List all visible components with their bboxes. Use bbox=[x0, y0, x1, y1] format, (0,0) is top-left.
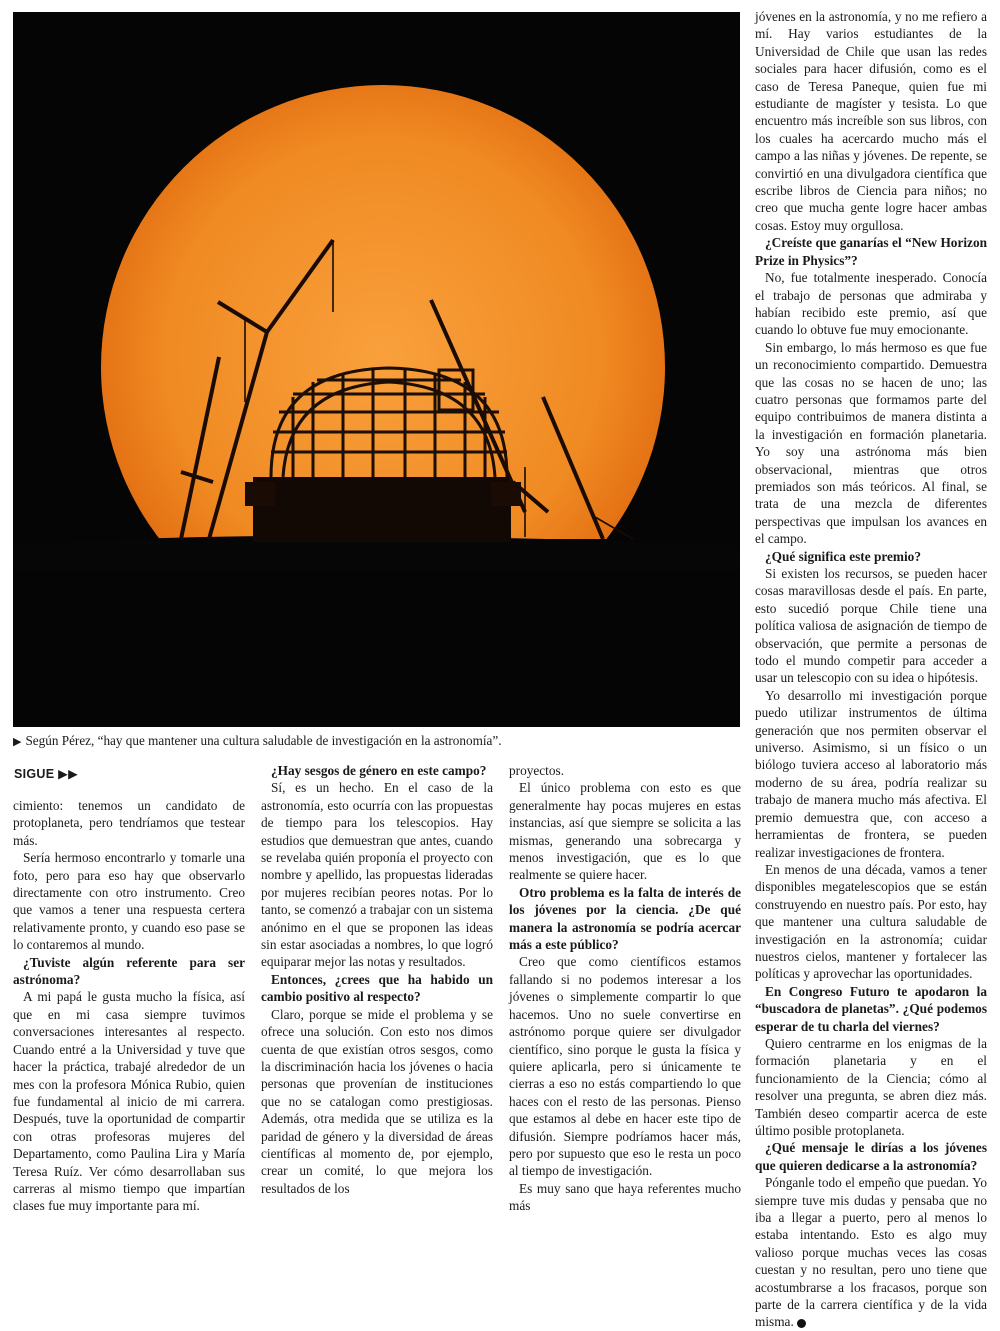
article-paragraph bbox=[755, 8, 987, 234]
paragraph-text: cimiento: tenemos un candidato de protoplaneta, pero tendríamos que testear más. bbox=[13, 798, 245, 848]
end-of-article-icon bbox=[797, 1319, 806, 1328]
question-text: ¿Qué significa este premio? bbox=[765, 548, 921, 564]
caption-marker-icon: ▶ bbox=[13, 736, 22, 748]
paragraph-text: Quiero centrarme en los enigmas de la formación planetaria y en el funcionamiento de la Ciencia; cómo al resolver una pregunta, se abren diez más. También deseo compartir acerca de este último posible protoplaneta. bbox=[755, 1035, 987, 1138]
interview-question bbox=[509, 884, 741, 954]
paragraph-text: El único problema con esto es que generalmente hay pocas mujeres en estas instancias, así que siempre se solicita a las mismas, generando una sobrecarga y menos investigación, que es lo que realmente se quiere hacer. bbox=[509, 780, 741, 883]
article-paragraph bbox=[755, 269, 987, 339]
paragraph-text: Yo desarrollo mi investigación porque puedo utilizar instrumentos de última generación que nos permiten observar el universo. Asimismo, si un físico o un biólogo tuviera acceso al laboratorio más moderno de su área, podría realizar su trabajo de manera mucho más afectiva. El premio demuestra que, con acceso a herramientas de frontera, se pueden realizar investigaciones de frontera. bbox=[755, 687, 987, 860]
question-text: Entonces, ¿crees que ha habido un cambio positivo al respecto? bbox=[261, 971, 493, 1005]
article-paragraph bbox=[755, 687, 987, 861]
article-paragraph bbox=[261, 1006, 493, 1197]
paragraph-text: Si existen los recursos, se pueden hacer cosas maravillosas desde el país. En parte, esto sucedió porque Chile tiene una política valiosa de asignación de tiempo de observación, que permite a personas de todo el mundo competir para acceder a usar un telescopio con su idea o hipótesis. bbox=[755, 566, 987, 686]
interview-question bbox=[755, 234, 987, 269]
question-text: ¿Qué mensaje le dirías a los jóvenes que quieren dedicarse a la astronomía? bbox=[755, 1140, 987, 1173]
paragraph-text: Claro, porque se mide el problema y se ofrece una solución. Con esto nos dimos cuenta de que existían otros sesgos, como la discriminación hacia los jóvenes o hacia personas que provenían de instituciones que no se catalogan como prestigiosas. Además, otra medida que se utiliza es la paridad de género y la diversidad de áreas científicas al momento de, por ejemplo, crear un comité, lo que mejora los resultados de los bbox=[261, 1006, 493, 1196]
question-text: ¿Hay sesgos de género en este campo? bbox=[271, 763, 487, 778]
article-paragraph bbox=[509, 1180, 741, 1215]
article-column-4 bbox=[755, 8, 987, 1331]
article-paragraph bbox=[755, 339, 987, 548]
article-column-3 bbox=[509, 762, 741, 1215]
paragraph-text: Es muy sano que haya referentes mucho más bbox=[509, 1180, 741, 1214]
article-paragraph bbox=[261, 779, 493, 970]
interview-question bbox=[261, 762, 493, 779]
article-paragraph bbox=[509, 779, 741, 883]
telescope-construction-silhouette bbox=[13, 12, 740, 727]
paragraph-text: A mi papá le gusta mucho la física, así que en mi casa siempre tuvimos conversaciones interesantes al respecto. Cuando entré a la Universidad y tuve que hacer la práctica, trabajé alrededor de un mes con la profesora Mónica Rubio, quien fue fundamental al inicio de mi carrera. Después, tuve la oportunidad de compartir con otras profesoras mujeres del Departamento, como Paulina Lira y María Teresa Ruíz. Ver cómo desarrollaban sus carreras al mismo tiempo que impartían clases fue muy importante para mí. bbox=[13, 989, 245, 1214]
question-text: Otro problema es la falta de interés de los jóvenes por la ciencia. ¿De qué manera la astronomía se podría acercar más a este público? bbox=[509, 884, 741, 953]
interview-question bbox=[755, 1139, 987, 1174]
article-column-2 bbox=[261, 762, 493, 1197]
question-text: En Congreso Futuro te apodaron la “buscadora de planetas”. ¿Qué podemos esperar de tu charla del viernes? bbox=[755, 983, 987, 1034]
question-text: ¿Tuviste algún referente para ser astrónoma? bbox=[13, 954, 245, 988]
interview-question bbox=[755, 983, 987, 1035]
caption-text: Según Pérez, “hay que mantener una cultura saludable de investigación en la astronomía”. bbox=[25, 733, 502, 748]
paragraph-text: Pónganle todo el empeño que puedan. Yo siempre tuve mis dudas y pensaba que no iba a llegar a puerto, pero al menos lo estaba intentando. Esto es algo muy valioso porque muchas veces las cosas cuestan y no resultan, pero uno tiene que acostumbrarse a los fracasos, porque son parte de la carrera científica y de la vida misma. bbox=[755, 1175, 987, 1330]
paragraph-text: En menos de una década, vamos a tener disponibles megatelescopios que se están construyendo en nuestro país. Por esto, hay que mantener una cultura saludable de investigación en la astronomía; cuidar nuestros cielos, mantener y fortalecer las políticas y aprovechar las oportunidades. bbox=[755, 861, 987, 982]
paragraph-text: Sería hermoso encontrarlo y tomarle una foto, pero para eso hay que observarlo directamente con otro instrumento. Creo que vamos a tener una respuesta certera relativamente pronto, y cuando eso pase se lo contaremos al mundo. bbox=[13, 850, 245, 953]
article-paragraph bbox=[509, 762, 741, 779]
article-paragraph bbox=[755, 565, 987, 687]
paragraph-text: Sí, es un hecho. En el caso de la astronomía, esto ocurría con las propuestas de tiempo para los telescopios. Hay estudios que demuestran que antes, cuando se revelaba quién proponía el proyecto con nombre y apellido, las propuestas lideradas por mujeres recibían peores notas. Por lo tanto, se comenzó a trabajar con un sistema anónimo en el que se proponen las ideas sin estar asociadas a nombres, lo que logró equiparar mejor las notas y resultados. bbox=[261, 780, 493, 970]
article-paragraph bbox=[755, 861, 987, 983]
article-paragraph bbox=[13, 849, 245, 953]
article-column-1 bbox=[13, 797, 245, 1215]
interview-question bbox=[261, 971, 493, 1006]
article-paragraph bbox=[509, 953, 741, 1179]
interview-question bbox=[13, 954, 245, 989]
sigue-label: SIGUE ▶▶ bbox=[14, 767, 78, 781]
paragraph-text: Creo que como científicos estamos fallando si no podemos interesar a los jóvenes o simplemente compartir lo que hacemos. Uno no suele convertirse en astrónomo porque quiere ser divulgador científico, sino porque le gusta la física y quiere aplicarla, pero si únicamente te cierras a eso no estás compartiendo lo que haces con el resto de las personas. Pienso que estamos al debe en hacer este tipo de difusión. Siempre podríamos hacer más, pero por supuesto que eso le resta un poco al tiempo de investigación. bbox=[509, 954, 741, 1179]
paragraph-text: proyectos. bbox=[509, 763, 565, 778]
question-text: ¿Creíste que ganarías el “New Horizon Prize in Physics”? bbox=[755, 235, 987, 268]
telescope-sunset-photo bbox=[13, 12, 740, 727]
article-paragraph bbox=[13, 797, 245, 849]
paragraph-text: jóvenes en la astronomía, y no me refiero a mí. Hay varios estudiantes de la Universidad de Chile que usan las redes sociales para hacer difusión, como es el caso de Teresa Paneque, quien fue mi estudiante de magíster y tesista. Lo que encuentro más increíble son sus libros, con los cuales ha acercardo mucho más el campo a las niñas y jóvenes. De repente, se convirtió en una divulgadora científica que escribe libros de Ciencia para niños; no creo que mucha gente logre hacer ambas cosas. Estoy muy orgullosa. bbox=[755, 9, 987, 233]
article-paragraph bbox=[755, 1035, 987, 1139]
photo-caption bbox=[13, 733, 740, 750]
paragraph-text: Sin embargo, lo más hermoso es que fue un reconocimiento compartido. Demuestra que las cosas no se hacen de uno; las cuatro personas que formamos parte del equipo contribuimos de manera distinta a la investigación en formación planetaria. Yo soy una astrónoma más bien observacional, mientras que otros premiados son más teóricos. Al final, se trata de una mezcla de diferentes perspectivas que impulsan los avances en el campo. bbox=[755, 339, 987, 547]
paragraph-text: No, fue totalmente inesperado. Conocía el trabajo de personas que admiraba y habían recibido este premio, así que cuando lo obtuve fue muy emocionante. bbox=[755, 270, 987, 338]
article-paragraph bbox=[755, 1174, 987, 1331]
interview-question bbox=[755, 548, 987, 565]
article-paragraph bbox=[13, 988, 245, 1214]
